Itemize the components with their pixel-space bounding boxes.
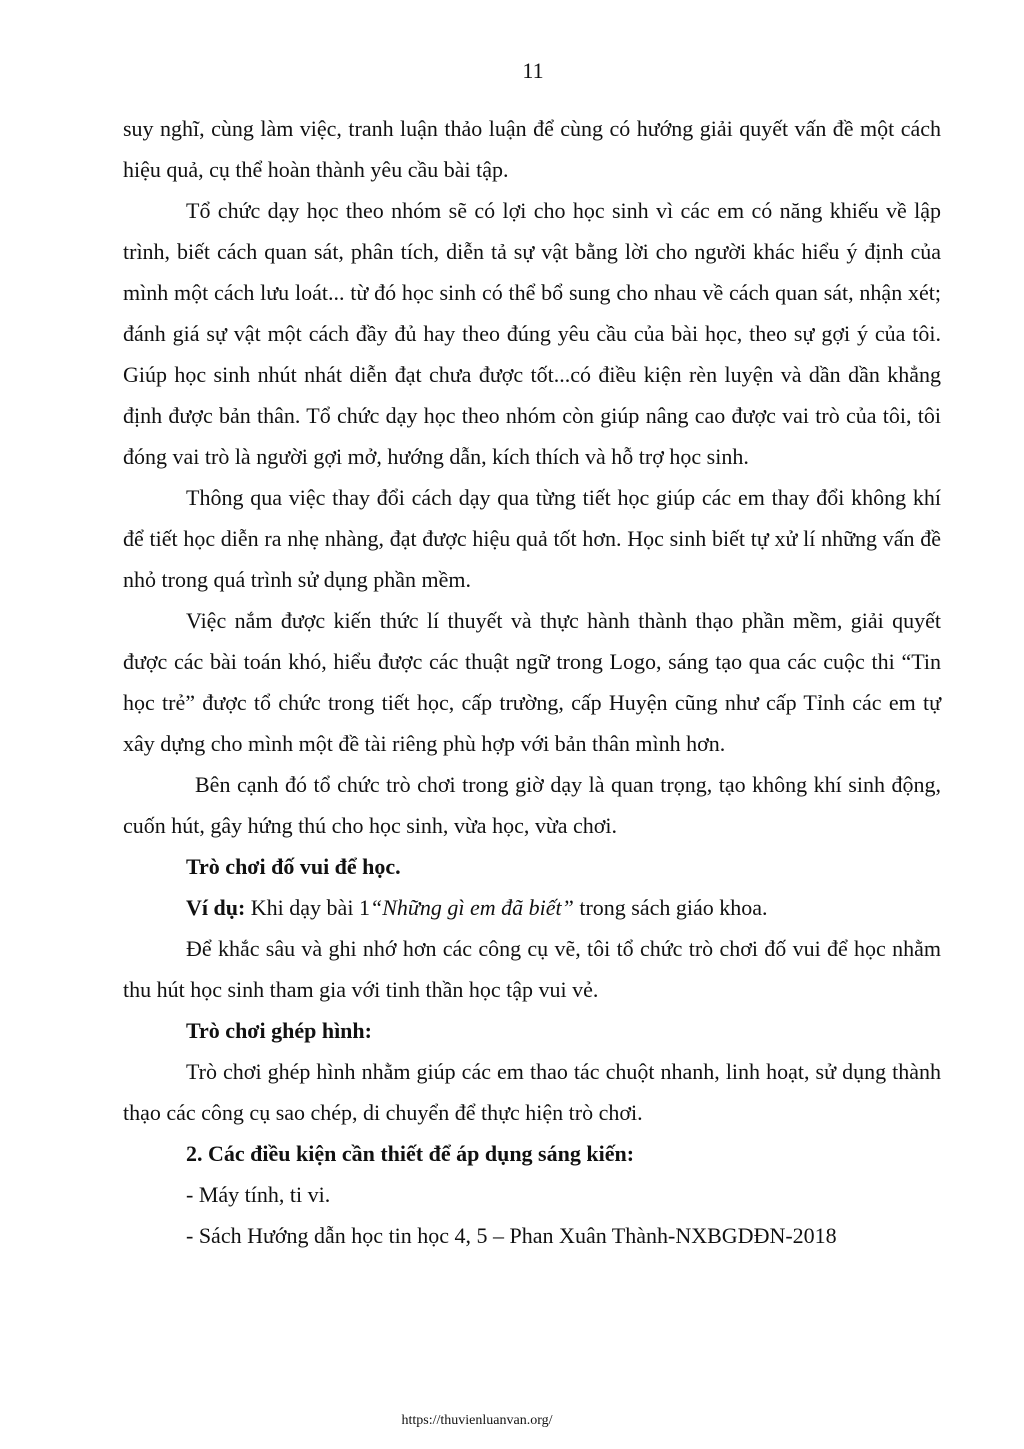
example-lesson-title: “Những gì em đã biết” bbox=[369, 895, 574, 920]
paragraph-1: suy nghĩ, cùng làm việc, tranh luận thảo luận để cùng có hướng giải quyết vấn đề một cách hiệu quả, cụ thể hoàn thành yêu cầu bài tập. bbox=[123, 116, 941, 182]
page-number: 11 bbox=[522, 58, 544, 83]
list-item-2: - Sách Hướng dẫn học tin học 4, 5 – Phan Xuân Thành-NXBGDĐN-2018 bbox=[186, 1223, 837, 1248]
heading-game-puzzle-text: Trò chơi ghép hình: bbox=[186, 1018, 372, 1043]
paragraph-2: Tổ chức dạy học theo nhóm sẽ có lợi cho học sinh vì các em có năng khiếu về lập trình, biết cách quan sát, phân tích, diễn tả sự vật bằng lời cho người khác hiểu ý định của mình một cách lưu loát... từ đó học sinh có thể bổ sung cho nhau về cách quan sát, nhận xét; đánh giá sự vật một cách đầy đủ hay theo đúng yêu cầu của bài học, theo sự gợi ý của tôi. Giúp học sinh nhút nhát diễn đạt chưa được tốt...có điều kiện rèn luyện và dần dần khẳng định được bản thân. Tổ chức dạy học theo nhóm còn giúp nâng cao được vai trò của tôi, tôi đóng vai trò là người gợi mở, hướng dẫn, kích thích và hỗ trợ học sinh. bbox=[123, 198, 941, 469]
heading-game-quiz-text: Trò chơi đố vui để học. bbox=[186, 854, 401, 879]
example-line bbox=[123, 887, 941, 928]
paragraph-4: Việc nắm được kiến thức lí thuyết và thực hành thành thạo phần mềm, giải quyết được các bài toán khó, hiểu được các thuật ngữ trong Logo, sáng tạo qua các cuộc thi “Tin học trẻ” được tổ chức trong tiết học, cấp trường, cấp Huyện cũng như cấp Tỉnh các em tự xây dựng cho mình một đề tài riêng phù hợp với bản thân mình hơn. bbox=[123, 608, 941, 756]
example-text-after: trong sách giáo khoa. bbox=[573, 895, 768, 920]
paragraph-5: Bên cạnh đó tổ chức trò chơi trong giờ dạy là quan trọng, tạo không khí sinh động, cuốn hút, gây hứng thú cho học sinh, vừa học, vừa chơi. bbox=[123, 772, 941, 838]
paragraph-6: Để khắc sâu và ghi nhớ hơn các công cụ vẽ, tôi tổ chức trò chơi đố vui để học nhằm thu hút học sinh tham gia với tinh thần học tập vui vẻ. bbox=[123, 936, 941, 1002]
example-text-before: Khi dạy bài 1 bbox=[245, 895, 370, 920]
footer-url[interactable]: https://thuvienluanvan.org/ bbox=[401, 1413, 553, 1428]
document-body bbox=[123, 108, 941, 1256]
paragraph-3: Thông qua việc thay đổi cách dạy qua từng tiết học giúp các em thay đổi không khí để tiết học diễn ra nhẹ nhàng, đạt được hiệu quả tốt hơn. Học sinh biết tự xử lí những vấn đề nhỏ trong quá trình sử dụng phần mềm. bbox=[123, 485, 941, 592]
example-label: Ví dụ: bbox=[186, 895, 246, 920]
heading-game-quiz bbox=[123, 846, 941, 887]
paragraph-7: Trò chơi ghép hình nhằm giúp các em thao tác chuột nhanh, linh hoạt, sử dụng thành thạo các công cụ sao chép, di chuyển để thực hiện trò chơi. bbox=[123, 1059, 941, 1125]
heading-game-puzzle bbox=[123, 1010, 941, 1051]
heading-section-2 bbox=[123, 1133, 941, 1174]
heading-section-2-text: 2. Các điều kiện cần thiết để áp dụng sáng kiến: bbox=[186, 1141, 635, 1166]
list-item-1: - Máy tính, ti vi. bbox=[186, 1182, 331, 1207]
